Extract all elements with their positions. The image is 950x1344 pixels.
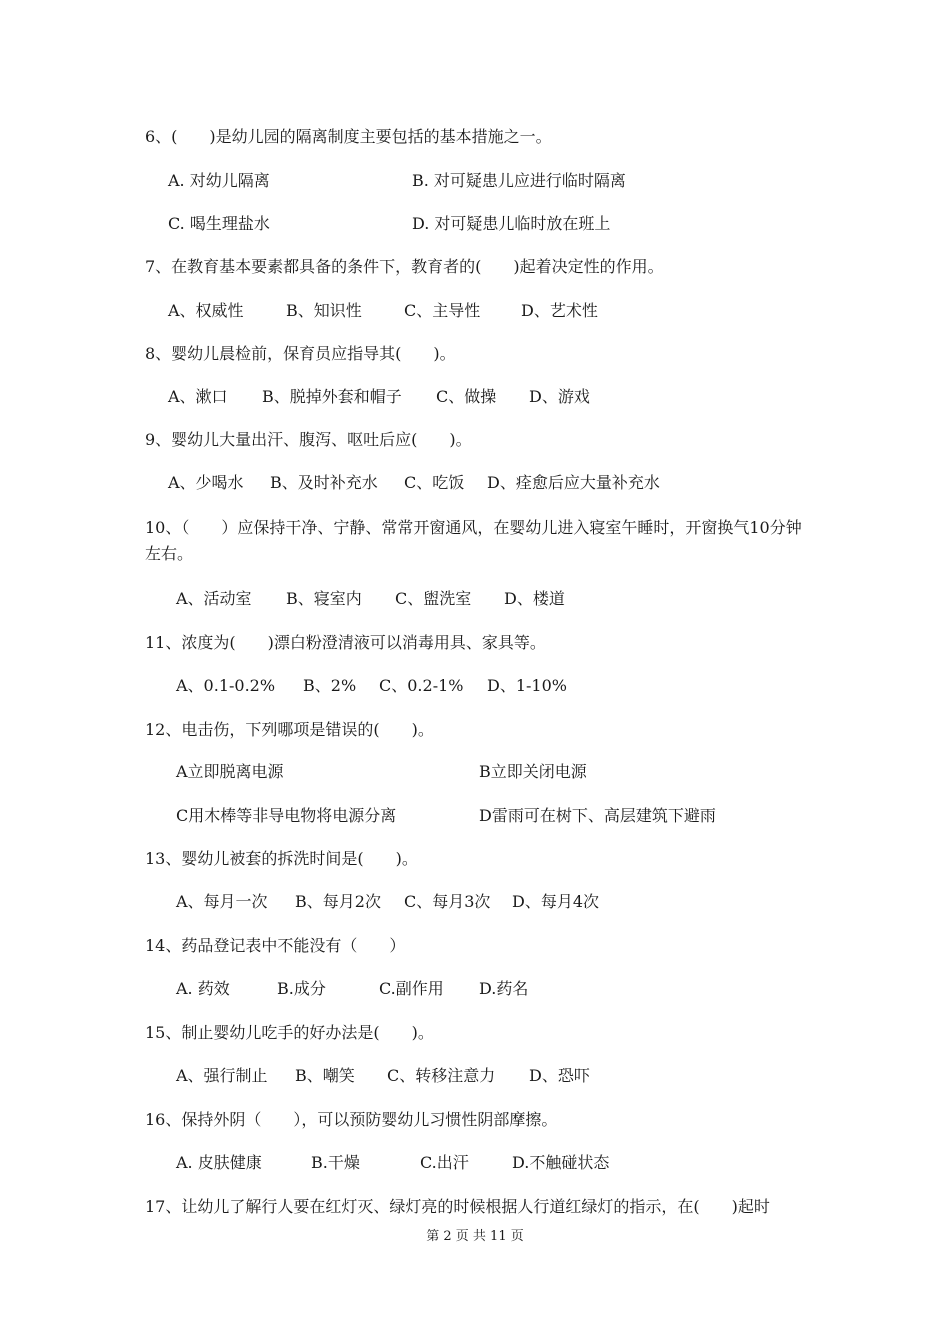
q11-option-c: C、0.2-1% bbox=[379, 676, 464, 695]
q6-option-a: A. 对幼儿隔离 bbox=[168, 171, 270, 190]
q8-option-c: C、做操 bbox=[436, 387, 497, 406]
question-16: 16、保持外阴（ ），可以预防婴幼儿习惯性阴部摩擦。 bbox=[145, 1110, 558, 1129]
question-13: 13、婴幼儿被套的拆洗时间是( )。 bbox=[145, 849, 418, 868]
q16-option-c: C.出汗 bbox=[420, 1153, 469, 1172]
q14-option-d: D.药名 bbox=[479, 979, 529, 998]
q11-option-b: B、2% bbox=[303, 676, 357, 695]
question-7: 7、在教育基本要素都具备的条件下，教育者的( )起着决定性的作用。 bbox=[145, 257, 664, 276]
q10-option-c: C、盥洗室 bbox=[395, 589, 472, 608]
q8-option-a: A、漱口 bbox=[168, 387, 228, 406]
q16-option-a: A. 皮肤健康 bbox=[176, 1153, 262, 1172]
q14-option-b: B.成分 bbox=[277, 979, 326, 998]
q10-option-a: A、活动室 bbox=[176, 589, 252, 608]
question-12: 12、电击伤，下列哪项是错误的( )。 bbox=[145, 720, 434, 739]
q7-option-c: C、主导性 bbox=[404, 301, 481, 320]
q9-option-a: A、少喝水 bbox=[168, 473, 244, 492]
q12-option-d: D雷雨可在树下、高层建筑下避雨 bbox=[479, 806, 716, 825]
q13-option-c: C、每月3次 bbox=[404, 892, 491, 911]
q14-option-c: C.副作用 bbox=[379, 979, 444, 998]
q15-option-c: C、转移注意力 bbox=[387, 1066, 496, 1085]
q13-option-b: B、每月2次 bbox=[295, 892, 381, 911]
q6-option-b: B. 对可疑患儿应进行临时隔离 bbox=[412, 171, 626, 190]
question-15: 15、制止婴幼儿吃手的好办法是( )。 bbox=[145, 1023, 434, 1042]
q12-option-b: B立即关闭电源 bbox=[479, 762, 587, 781]
q6-option-c: C. 喝生理盐水 bbox=[168, 214, 270, 233]
q16-option-d: D.不触碰状态 bbox=[512, 1153, 610, 1172]
q7-option-b: B、知识性 bbox=[286, 301, 362, 320]
q11-option-a: A、0.1-0.2% bbox=[176, 676, 276, 695]
q10-option-d: D、楼道 bbox=[504, 589, 565, 608]
question-14: 14、药品登记表中不能没有（ ） bbox=[145, 936, 406, 955]
q16-option-b: B.干燥 bbox=[311, 1153, 360, 1172]
q15-option-d: D、恐吓 bbox=[529, 1066, 590, 1085]
q10-option-b: B、寝室内 bbox=[286, 589, 362, 608]
q7-option-a: A、权威性 bbox=[168, 301, 244, 320]
q15-option-a: A、强行制止 bbox=[176, 1066, 268, 1085]
q12-option-a: A立即脱离电源 bbox=[176, 762, 284, 781]
question-9: 9、婴幼儿大量出汗、腹泻、呕吐后应( )。 bbox=[145, 430, 472, 449]
q6-option-d: D. 对可疑患儿临时放在班上 bbox=[412, 214, 611, 233]
question-11: 11、浓度为( )漂白粉澄清液可以消毒用具、家具等。 bbox=[145, 633, 546, 652]
question-17: 17、让幼儿了解行人要在红灯灭、绿灯亮的时候根据人行道红绿灯的指示，在( )起时 bbox=[145, 1197, 770, 1216]
q9-option-b: B、及时补充水 bbox=[270, 473, 378, 492]
q14-option-a: A. 药效 bbox=[176, 979, 230, 998]
q11-option-d: D、1-10% bbox=[487, 676, 567, 695]
q9-option-c: C、吃饭 bbox=[404, 473, 465, 492]
q12-option-c: C用木棒等非导电物将电源分离 bbox=[176, 806, 397, 825]
q13-option-d: D、每月4次 bbox=[512, 892, 600, 911]
question-10: 10、（ ）应保持干净、宁静、常常开窗通风，在婴幼儿进入寝室午睡时，开窗换气10分钟左右。 bbox=[145, 518, 802, 563]
q15-option-b: B、嘲笑 bbox=[295, 1066, 355, 1085]
q8-option-b: B、脱掉外套和帽子 bbox=[262, 387, 402, 406]
question-6: 6、( )是幼儿园的隔离制度主要包括的基本措施之一。 bbox=[145, 127, 552, 146]
question-8: 8、婴幼儿晨检前，保育员应指导其( )。 bbox=[145, 344, 456, 363]
q8-option-d: D、游戏 bbox=[529, 387, 590, 406]
q9-option-d: D、痊愈后应大量补充水 bbox=[487, 473, 660, 492]
page-footer: 第 2 页 共 11 页 bbox=[426, 1229, 524, 1244]
q7-option-d: D、艺术性 bbox=[521, 301, 598, 320]
q13-option-a: A、每月一次 bbox=[176, 892, 268, 911]
